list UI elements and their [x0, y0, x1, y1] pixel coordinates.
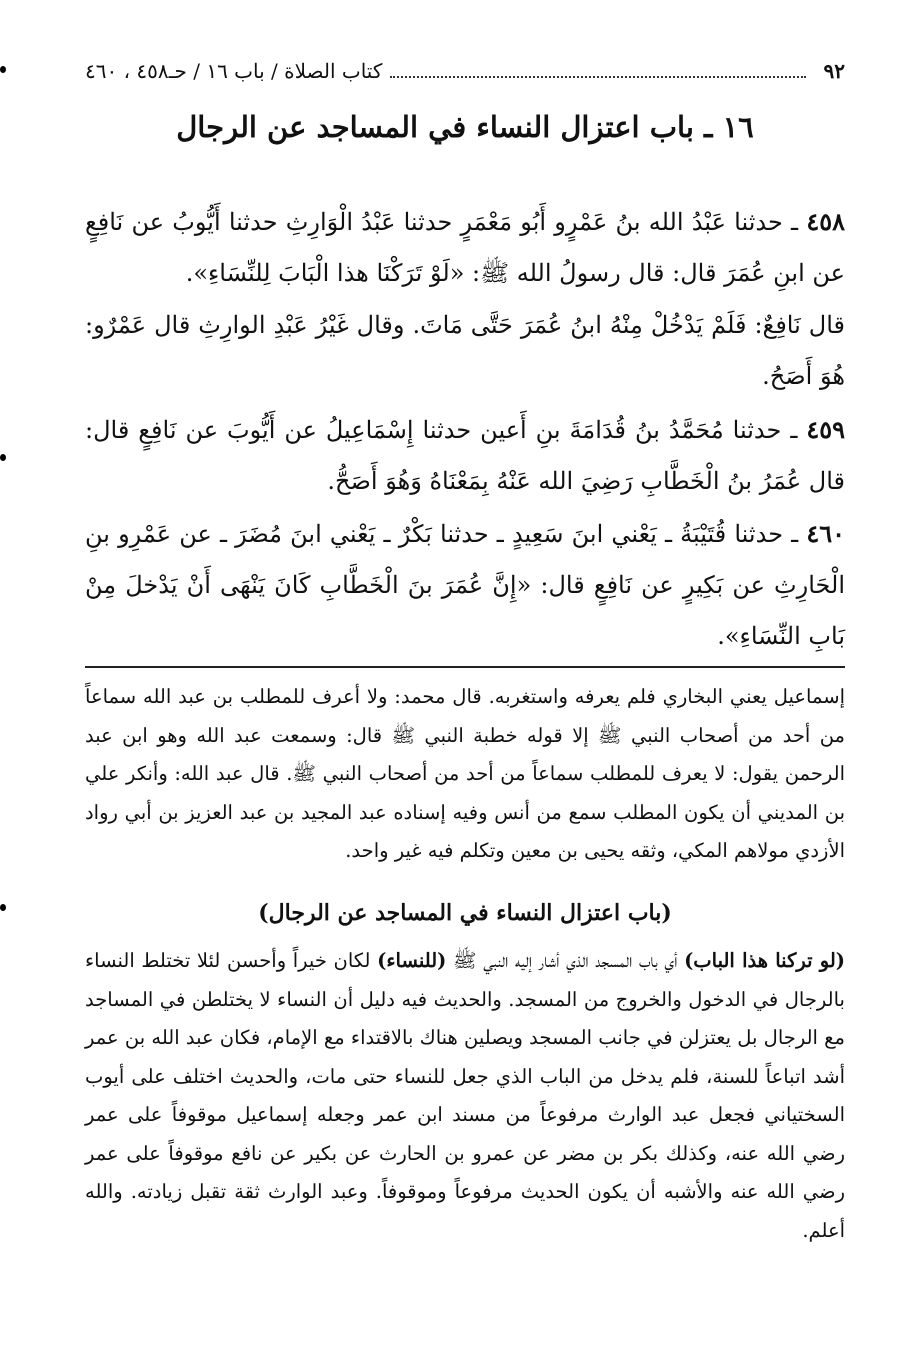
- hadith-458: [85, 196, 845, 299]
- commentary-phrase: (لو تركنا هذا الباب): [684, 949, 846, 972]
- footnote-divider: [85, 666, 845, 668]
- scan-speck: [0, 904, 6, 911]
- hadith-text: ـ حدثنا قُتَيْبَةُ ـ يَعْني ابنَ سَعِيدٍ ـ حدثنا بَكْرٌ ـ يَعْني ابنَ مُضَرَ ـ عن عَمْرِو بنِ الْحَارِثِ عن بَكِيرٍ عن نَافِعٍ قال: «إِنَّ عُمَرَ بنَ الْخَطَّابِ كَانَ يَنْهَى أَنْ يَدْخلَ مِنْ بَابِ النِّسَاءِ».: [85, 520, 845, 650]
- hadith-text: ـ حدثنا مُحَمَّدُ بنُ قُدَامَةَ بنِ أَعين حدثنا إِسْمَاعِيلُ عن أَيُّوبَ عن نَافِعٍ قال: قال عُمَرُ بنُ الْخَطَّابِ رَضِيَ الله عَنْهُ بِمَعْنَاهُ وَهُوَ أَصَحُّ.: [85, 416, 845, 495]
- commentary-title: (باب اعتزال النساء في المساجد عن الرجال): [258, 900, 672, 926]
- hadith-number: ٤٥٨: [806, 207, 845, 236]
- hadith-number: ٤٦٠: [806, 519, 845, 548]
- header-book-info: كتاب الصلاة / باب ١٦ / حـ٤٥٨ ، ٤٦٠: [85, 59, 383, 83]
- hadith-text: ـ حدثنا عَبْدُ الله بنُ عَمْرٍو أَبُو مَعْمَرٍ حدثنا عَبْدُ الْوَارِثِ حدثنا أَيُّوبُ عن نَافِعٍ عن ابنِ عُمَرَ قال: قال رسولُ الله ﷺ: «لَوْ تَرَكْنَا هذا الْبَابَ لِلنِّسَاءِ».: [85, 208, 845, 287]
- hadith-number: ٤٥٩: [806, 415, 845, 444]
- commentary-phrase: (للنساء): [377, 949, 447, 972]
- commentary-segment: أي باب المسجد الذي أشار إليه النبي ﷺ: [446, 949, 685, 972]
- commentary-text: [85, 942, 845, 1250]
- chapter-title: ١٦ ـ باب اعتزال النساء في المساجد عن الرجال: [176, 110, 754, 144]
- page-number: ٩٢: [823, 59, 845, 83]
- commentary-segment: لكان خيراً وأحسن لئلا تختلط النساء بالرجال في الدخول والخروج من المسجد. والحديث فيه دليل أن النساء لا يختلطن في المساجد مع الرجال بل يعتزلن في جانب المسجد ويصلين هناك بالاقتداء مع الإمام، فكان عبد الله بن عمر أشد اتباعاً للسنة، فلم يدخل من الباب الذي جعل للنساء حتى مات، والحديث اختلف على أيوب السختياني فجعل عبد الوارث مرفوعاً من مسند ابن عمر وجعله إسماعيل موقوفاً على عمر رضي الله عنه، وكذلك بكر بن مضر عن عمرو بن الحارث عن بكير عن نافع موقوفاً على عمر رضي الله عنه والأشبه أن يكون الحديث مرفوعاً وموقوفاً. وعبد الوارث ثقة تقبل زيادته. والله أعلم.: [85, 949, 845, 1242]
- header-dotted-leader: [390, 64, 805, 78]
- footnote-text: إسماعيل يعني البخاري فلم يعرفه واستغربه. قال محمد: ولا أعرف للمطلب بن عبد الله سماعاً من أحد من أصحاب النبي ﷺ إلا قوله خطبة النبي ﷺ قال: وسمعت عبد الله وهو ابن عبد الرحمن يقول: لا يعرف للمطلب سماعاً من أحد من أصحاب النبي ﷺ. قال عبد الله: وأنكر علي بن المديني أن يكون المطلب سمع من أنس وفيه إسناده عبد المجيد بن عبد العزيز بن أبي رواد الأزدي مولاهم المكي، وثقه يحيى بن معين وتكلم فيه غير واحد.: [85, 685, 845, 862]
- hadith-459: [85, 404, 845, 507]
- hadith-458-addition: قال نَافِعٌ: فَلَمْ يَدْخُلْ مِنْهُ ابنُ عُمَرَ حَتَّى مَاتَ. وقال غَيْرُ عَبْدِ الوارِثِ قال عَمْرٌو: هُوَ أَصَحُ.: [85, 311, 845, 390]
- scan-speck: [0, 66, 6, 73]
- hadith-460: [85, 508, 845, 662]
- running-header: [85, 56, 845, 86]
- scan-speck: [0, 454, 6, 461]
